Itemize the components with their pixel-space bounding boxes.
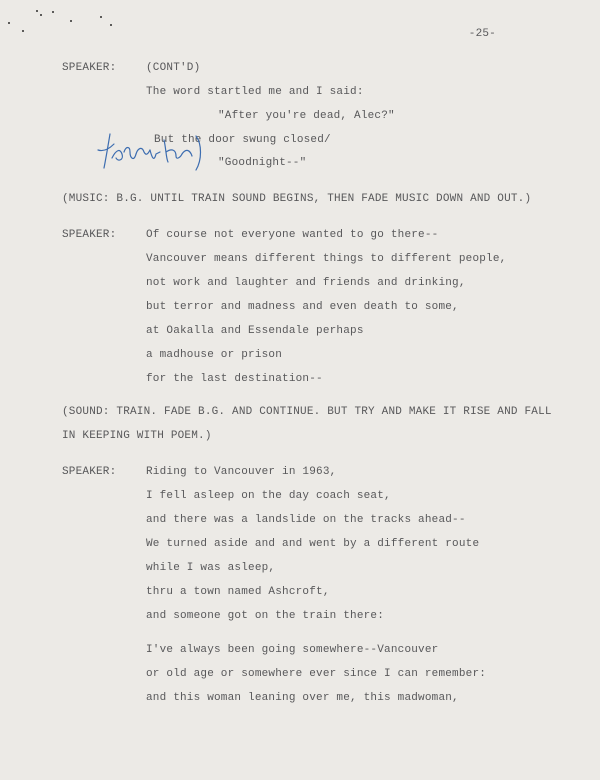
script-line: thru a town named Ashcroft, [146, 586, 330, 598]
script-line: But the door swung closed/ [154, 134, 331, 146]
music-cue: (MUSIC: B.G. UNTIL TRAIN SOUND BEGINS, THEN FADE MUSIC DOWN AND OUT.) [62, 193, 532, 205]
speaker-label: SPEAKER: [62, 466, 117, 478]
script-line: or old age or somewhere ever since I can remember: [146, 668, 487, 680]
script-line: and this woman leaning over me, this madwoman, [146, 692, 459, 704]
sound-cue: (SOUND: TRAIN. FADE B.G. AND CONTINUE. BUT TRY AND MAKE IT RISE AND FALL [62, 406, 552, 418]
handwritten-annotation [96, 128, 206, 176]
stage-direction: (CONT'D) [146, 62, 201, 74]
script-line: "Goodnight--" [218, 157, 307, 169]
script-line: not work and laughter and friends and drinking, [146, 277, 466, 289]
script-line: a madhouse or prison [146, 349, 283, 361]
script-line: Riding to Vancouver in 1963, [146, 466, 337, 478]
annotation-text: Kilmynd Kim [96, 128, 103, 129]
speaker-label: SPEAKER: [62, 62, 117, 74]
script-line: and someone got on the train there: [146, 610, 385, 622]
script-line: I fell asleep on the day coach seat, [146, 490, 391, 502]
script-line: We turned aside and and went by a different route [146, 538, 480, 550]
script-line: at Oakalla and Essendale perhaps [146, 325, 364, 337]
script-line: for the last destination-- [146, 373, 323, 385]
script-line: while I was asleep, [146, 562, 276, 574]
sound-cue: IN KEEPING WITH POEM.) [62, 430, 212, 442]
script-line: and there was a landslide on the tracks ahead-- [146, 514, 466, 526]
page-number: -25- [468, 28, 496, 40]
script-line: I've always been going somewhere--Vancouver [146, 644, 439, 656]
script-line: but terror and madness and even death to some, [146, 301, 459, 313]
script-line: The word startled me and I said: [146, 86, 364, 98]
script-line: Vancouver means different things to different people, [146, 253, 507, 265]
speaker-label: SPEAKER: [62, 229, 117, 241]
script-line: Of course not everyone wanted to go there-- [146, 229, 439, 241]
script-line: "After you're dead, Alec?" [218, 110, 395, 122]
